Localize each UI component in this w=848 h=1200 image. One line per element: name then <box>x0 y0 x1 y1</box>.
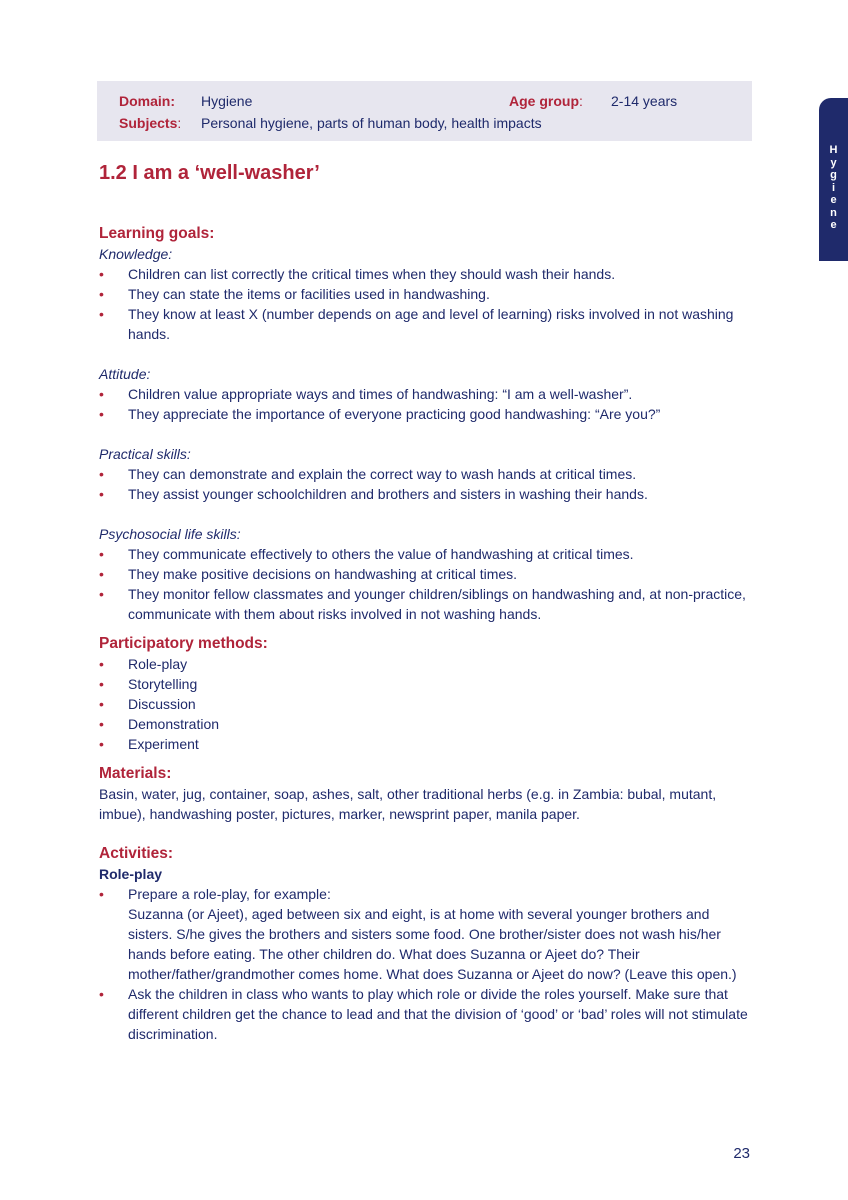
age-group-row: Age group: <box>509 93 583 109</box>
main-content <box>99 224 749 1044</box>
list-item: • They can demonstrate and explain the correct way to wash hands at critical times. <box>99 464 749 484</box>
list-item: • Role-play <box>99 654 749 674</box>
roleplay-subheading: Role-play <box>99 866 163 882</box>
list-item: • They make positive decisions on handwashing at critical times. <box>99 564 749 584</box>
attitude-subheading: Attitude: <box>99 366 151 382</box>
list-item: • Storytelling <box>99 674 749 694</box>
list-item: • They monitor fellow classmates and younger children/siblings on handwashing and, at non-practice, communicate with them about risks involved in not washing hands. <box>99 584 749 624</box>
psychosocial-skills-list <box>99 544 749 624</box>
attitude-list <box>99 384 749 424</box>
list-item: • They can state the items or facilities used in handwashing. <box>99 284 749 304</box>
activities-list <box>99 884 749 1044</box>
list-item: • They communicate effectively to others the value of handwashing at critical times. <box>99 544 749 564</box>
methods-list <box>99 654 749 754</box>
list-item: • They appreciate the importance of everyone practicing good handwashing: “Are you?” <box>99 404 749 424</box>
list-item: • Children can list correctly the critical times when they should wash their hands. <box>99 264 749 284</box>
list-item: • Experiment <box>99 734 749 754</box>
activities-heading: Activities: <box>99 845 174 862</box>
materials-heading: Materials: <box>99 765 172 782</box>
knowledge-subheading: Knowledge: <box>99 246 173 262</box>
subjects-value: Personal hygiene, parts of human body, health impacts <box>201 115 542 131</box>
subjects-row: Subjects: <box>119 115 182 131</box>
page-number: 23 <box>733 1145 750 1162</box>
side-tab-label: H y g i e n e <box>829 144 838 231</box>
lesson-meta-box <box>97 81 752 141</box>
activity-intro: • Prepare a role-play, for example: <box>128 886 331 902</box>
methods-heading: Participatory methods: <box>99 635 268 652</box>
psychosocial-skills-subheading: Psychosocial life skills: <box>99 526 241 542</box>
practical-skills-list <box>99 464 749 504</box>
domain-row <box>119 92 175 110</box>
list-item: • Children value appropriate ways and times of handwashing: “I am a well-washer”. <box>99 384 749 404</box>
materials-text: Basin, water, jug, container, soap, ashes, salt, other traditional herbs (e.g. in Zambia: bubal, mutant, imbue), handwashing poster, pictures, marker, newsprint paper, manila paper. <box>99 786 717 822</box>
list-item: • Demonstration <box>99 714 749 734</box>
domain-label: Domain: <box>119 93 175 109</box>
list-item: • They know at least X (number depends on age and level of learning) risks involved in not washing hands. <box>99 304 749 344</box>
activity-scenario: Suzanna (or Ajeet), aged between six and eight, is at home with several younger brothers and sisters. S/he gives the brothers and sisters some food. One brother/sister does not wash his/her hands before eating. The other children do. What does Suzanna or Ajeet do? Their mother/father/grandmother comes home. What does Suzanna or Ajeet do now? (Leave this open.) <box>128 906 737 982</box>
knowledge-list <box>99 264 749 344</box>
learning-goals-heading: Learning goals: <box>99 225 215 242</box>
page-title: 1.2 I am a ‘well-washer’ <box>99 162 320 184</box>
subjects-label: Subjects <box>119 115 178 131</box>
age-group-label: Age group <box>509 93 579 109</box>
list-item: • Discussion <box>99 694 749 714</box>
age-group-value: 2-14 years <box>611 93 678 109</box>
list-item <box>99 884 749 984</box>
practical-skills-subheading: Practical skills: <box>99 446 191 462</box>
section-side-tab <box>819 98 848 261</box>
list-item: • Ask the children in class who wants to play which role or divide the roles yourself. Make sure that different children get the chance to lead and that the division of ‘good’ or ‘bad’ roles will not stimulate discrimination. <box>99 984 749 1044</box>
domain-value: Hygiene <box>201 93 253 109</box>
list-item: • They assist younger schoolchildren and brothers and sisters in washing their hands. <box>99 484 749 504</box>
